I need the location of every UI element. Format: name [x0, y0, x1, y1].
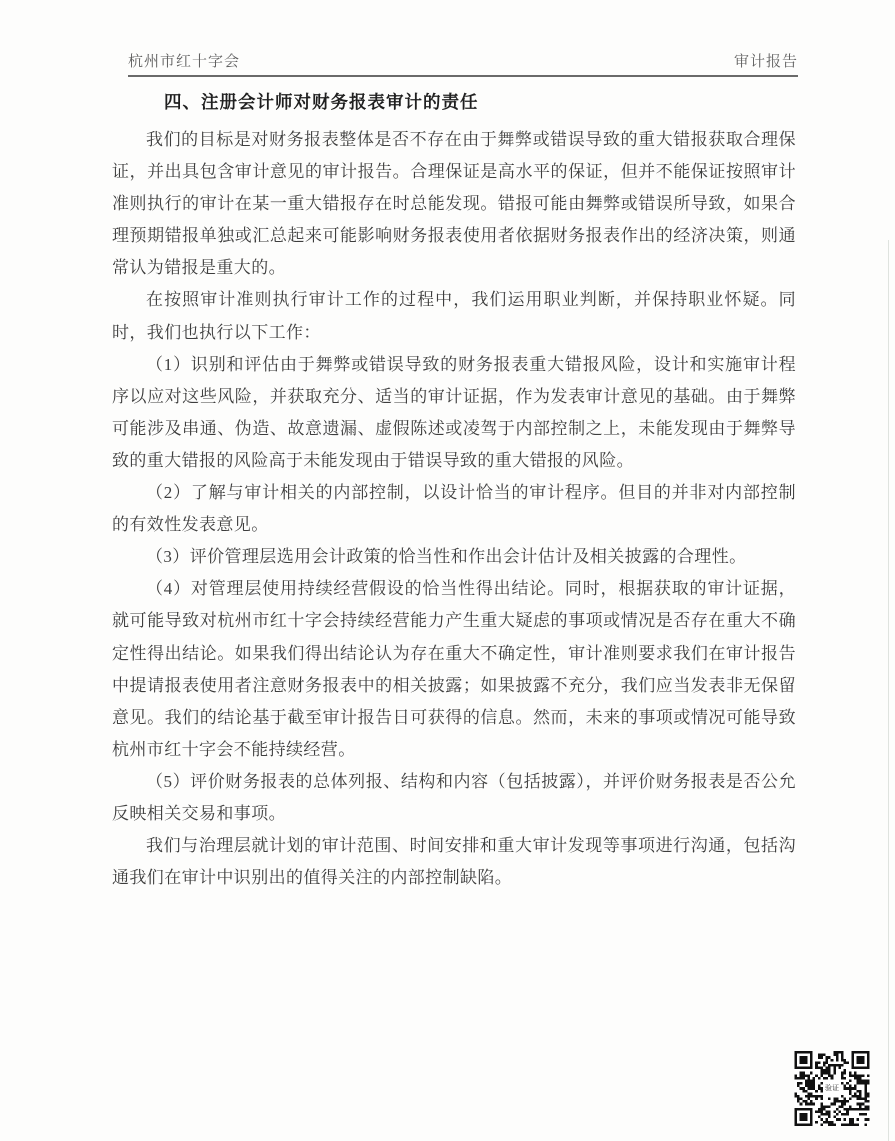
paragraph: 我们与治理层就计划的审计范围、时间安排和重大审计发现等事项进行沟通，包括沟通我们在审计中识别出的值得关注的内部控制缺陷。 — [112, 836, 796, 888]
qr-center-label: 验证 — [825, 1084, 839, 1092]
header-org-name: 杭州市红十字会 — [128, 54, 241, 70]
paragraph: 在按照审计准则执行审计工作的过程中，我们运用职业判断，并保持职业怀疑。同时，我们也执行以下工作： — [112, 290, 796, 342]
section-heading: 四、注册会计师对财务报表审计的责任 — [164, 92, 479, 112]
qr-code — [793, 1051, 871, 1126]
paragraph: （4）对管理层使用持续经营假设的恰当性得出结论。同时，根据获取的审计证据，就可能导致对杭州市红十字会持续经营能力产生重大疑虑的事项或情况是否存在重大不确定性得出结论。如果我们得出结论认为存在重大不确定性，审计准则要求我们在审计报告中提请报表使用者注意财务报表中的相关披露；如果披露不充分，我们应当发表非无保留意见。我们的结论基于截至审计报告日可获得的信息。然而，未来的事项或情况可能导致杭州市红十字会不能持续经营。 — [112, 579, 796, 759]
scan-edge-artifact — [888, 240, 889, 1141]
paragraph: （5）评价财务报表的总体列报、结构和内容（包括披露），并评价财务报表是否公允反映相关交易和事项。 — [112, 771, 796, 823]
paragraph: （1）识别和评估由于舞弊或错误导致的财务报表重大错报风险，设计和实施审计程序以应对这些风险，并获取充分、适当的审计证据，作为发表审计意见的基础。由于舞弊可能涉及串通、伪造、故意遗漏、虚假陈述或凌驾于内部控制之上，未能发现由于舞弊导致的重大错报的风险高于未能发现由于错误导致的重大错报的风险。 — [112, 354, 796, 470]
paragraph: （2）了解与审计相关的内部控制，以设计恰当的审计程序。但目的并非对内部控制的有效性发表意见。 — [112, 483, 796, 535]
qr-code-image — [793, 1051, 871, 1126]
header-doc-type: 审计报告 — [733, 54, 798, 70]
paragraph: （3）评价管理层选用会计政策的恰当性和作出会计估计及相关披露的合理性。 — [146, 547, 747, 567]
document-body — [112, 90, 796, 894]
page-header — [128, 50, 798, 77]
paragraph: 我们的目标是对财务报表整体是否不存在由于舞弊或错误导致的重大错报获取合理保证，并出具包含审计意见的审计报告。合理保证是高水平的保证，但并不能保证按照审计准则执行的审计在某一重大错报存在时总能发现。错报可能由舞弊或错误所导致，如果合理预期错报单独或汇总起来可能影响财务报表使用者依据财务报表作出的经济决策，则通常认为错报是重大的。 — [112, 130, 796, 278]
